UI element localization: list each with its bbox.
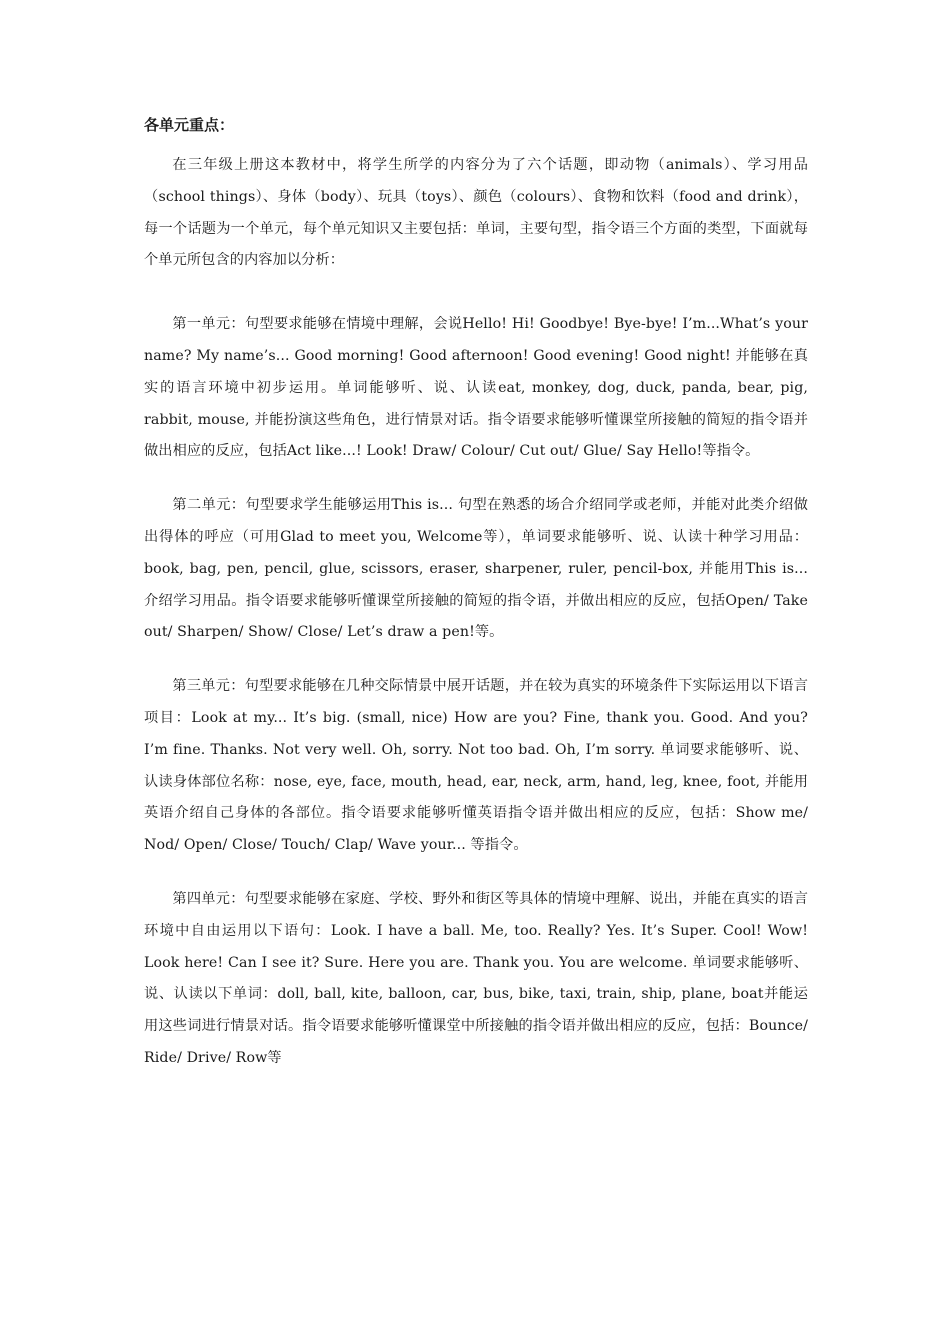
unit-2-paragraph: 第二单元：句型要求学生能够运用This is... 句型在熟悉的场合介绍同学或老师，并能对此类介绍做出得体的呼应（可用Glad to meet you, Welcome等），单词要求能够听、说、认读十种学习用品：book, bag, pen, pencil, glue, scissors, eraser, sharpener, ruler, pencil-box, 并能用This is... 介绍学习用品。指令语要求能够听懂课堂所接触的简短的指令语，并做出相应的反应，包括Open/ Take out/ Sharpen/ Show/ Close/ Let’s draw a pen!等。 [144,497,808,641]
document-page [144,112,808,1097]
intro-paragraph: 在三年级上册这本教材中，将学生所学的内容分为了六个话题，即动物（animals）、学习用品（school things）、身体（body）、玩具（toys）、颜色（colours）、食物和饮料（food and drink），每一个话题为一个单元，每个单元知识又主要包括：单词，主要句型，指令语三个方面的类型，下面就每个单元所包含的内容加以分析： [144,157,808,269]
section-heading: 各单元重点： [144,116,235,134]
unit-3-paragraph: 第三单元：句型要求能够在几种交际情景中展开话题，并在较为真实的环境条件下实际运用以下语言项目：Look at my... It’s big. (small, nice) How are you? Fine, thank you. Good. And you? I’m fine. Thanks. Not very well. Oh, sorry. Not too bad. Oh, I’m sorry. 单词要求能够听、说、认读身体部位名称：nose, eye, face, mouth, head, ear, neck, arm, hand, leg, knee, foot, 并能用英语介绍自己身体的各部位。指令语要求能够听懂英语指令语并做出相应的反应，包括：Show me/ Nod/ Open/ Close/ Touch/ Clap/ Wave your... 等指令。 [144,678,808,854]
unit-4-paragraph: 第四单元：句型要求能够在家庭、学校、野外和街区等具体的情境中理解、说出，并能在真实的语言环境中自由运用以下语句：Look. I have a ball. Me, too. Really? Yes. It’s Super. Cool! Wow! Look here! Can I see it? Sure. Here you are. Thank you. You are welcome. 单词要求能够听、说、认读以下单词：doll, ball, kite, balloon, car, bus, bike, taxi, train, ship, plane, boat并能运用这些词进行情景对话。指令语要求能够听懂课堂中所接触的指令语并做出相应的反应，包括：Bounce/ Ride/ Drive/ Row等 [144,890,808,1066]
unit-1-paragraph: 第一单元：句型要求能够在情境中理解，会说Hello! Hi! Goodbye! Bye-bye! I’m...What’s your name? My name’s... Good morning! Good afternoon! Good evening! Good night! 并能够在真实的语言环境中初步运用。单词能够听、说、认读eat, monkey, dog, duck, panda, bear, pig, rabbit, mouse, 并能扮演这些角色，进行情景对话。指令语要求能够听懂课堂所接触的简短的指令语并做出相应的反应，包括Act like...! Look! Draw/ Colour/ Cut out/ Glue/ Say Hello!等指令。 [144,316,808,460]
